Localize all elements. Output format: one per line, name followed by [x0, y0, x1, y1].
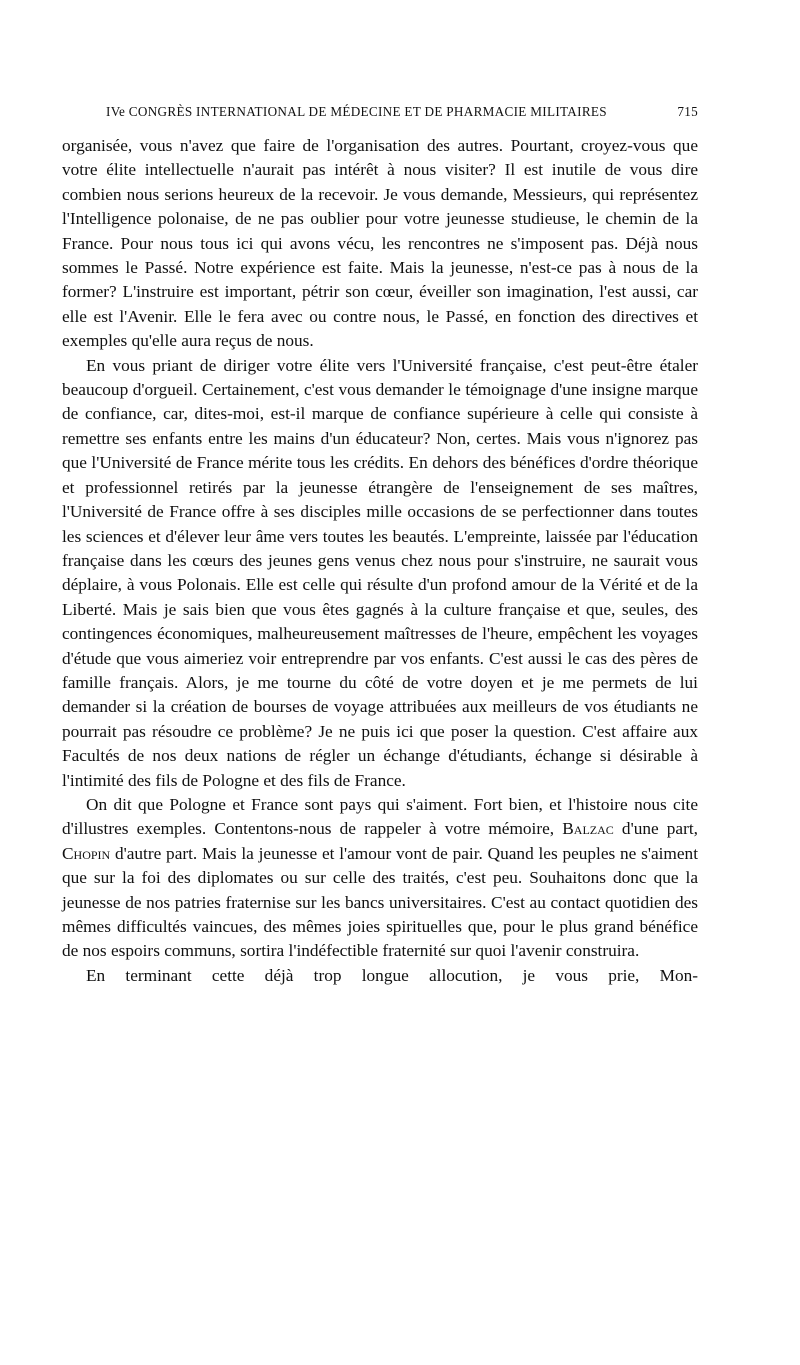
paragraph-1: organisée, vous n'avez que faire de l'organisation des autres. Pourtant, croyez-vous que votre élite intellectuelle n'aurait pas intérêt à nous visiter? Il est inutile de vous dire combien nous serions heureux de la recevoir. Je vous demande, Messieurs, qui représentez l'Intelligence polonaise, de ne pas oublier pour votre jeunesse studieuse, le chemin de la France. Pour nous tous ici qui avons vécu, les rencontres ne s'imposent pas. Déjà nous sommes le Passé. Notre expérience est faite. Mais la jeunesse, n'est-ce pas à nous de la former? L'instruire est important, pétrir son cœur, éveiller son imagination, l'est aussi, car elle est l'Avenir. Elle le fera avec ou contre nous, le Passé, en fonction des directives et exemples qu'elle aura reçus de nous.: [62, 136, 698, 351]
page-number: 715: [677, 104, 698, 119]
running-head: [62, 104, 698, 134]
paragraph-2: En vous priant de diriger votre élite vers l'Université française, c'est peut-être étaler beaucoup d'orgueil. Certainement, c'est vous demander le témoignage d'une insigne marque de confiance, car, dites-moi, est-il marque de confiance supérieure à celle qui consiste à remettre ses enfants entre les mains d'un éducateur? Non, certes. Mais vous n'ignorez pas que l'Université de France mérite tous les crédits. En dehors des bénéfices d'ordre théorique et professionnel retirés par la jeunesse étrangère de l'enseignement de ses maîtres, l'Université de France offre à ses disciples mille occasions de se perfectionner dans toutes les sciences et d'élever leur âme vers toutes les beautés. L'empreinte, laissée par l'éducation française dans les cœurs des jeunes gens venus chez nous pour s'instruire, ne saurait vous déplaire, à vous Polonais. Elle est celle qui résulte d'un profond amour de la Vérité et de la Liberté. Mais je sais bien que vous êtes gagnés à la culture française et que, seules, des contingences économiques, malheureusement maîtresses de l'heure, empêchent les voyages d'étude que vous aimeriez voir entreprendre par vos enfants. C'est aussi le cas des pères de famille français. Alors, je me tourne du côté de votre doyen et je me permets de lui demander si la création de bourses de voyage attribuées aux meilleurs de vos étudiants ne pourrait pas résoudre ce problème? Je ne puis ici que poser la question. C'est affaire aux Facultés de nos deux nations de régler un échange d'étudiants, échange si désirable à l'intimité des fils de Pologne et des fils de France.: [62, 355, 698, 790]
name-chopin: Chopin: [62, 843, 111, 863]
page: [62, 104, 698, 988]
name-balzac: Balzac: [562, 819, 614, 839]
paragraph-4: En terminant cette déjà trop longue allocution, je vous prie, Mon-: [86, 965, 698, 985]
paragraph-3-between: d'une part,: [613, 819, 698, 839]
running-head-title: IVe CONGRÈS INTERNATIONAL DE MÉDECINE ET DE PHARMACIE MILITAIRES: [106, 104, 607, 119]
paragraph-3-after: d'autre part. Mais la jeunesse et l'amour vont de pair. Quand les peuples ne s'aiment que sur la foi des diplomates ou sur celle des traités, c'est peu. Souhaitons donc que la jeunesse de nos patries fraternise sur les bancs universitaires. C'est au contact quotidien des mêmes difficultés vaincues, des mêmes joies spirituelles que, pour le plus grand bénéfice de nos espoirs communs, sortira l'indéfectible fraternité sur quoi l'avenir construira.: [62, 843, 698, 961]
body-text: [62, 134, 698, 988]
paragraph-3: [62, 793, 698, 964]
paragraph-3-before: On dit que Pologne et France sont pays qui s'aiment. Fort bien, et l'histoire nous cite d'illustres exemples. Contentons-nous de rappeler à votre mémoire,: [62, 794, 698, 839]
